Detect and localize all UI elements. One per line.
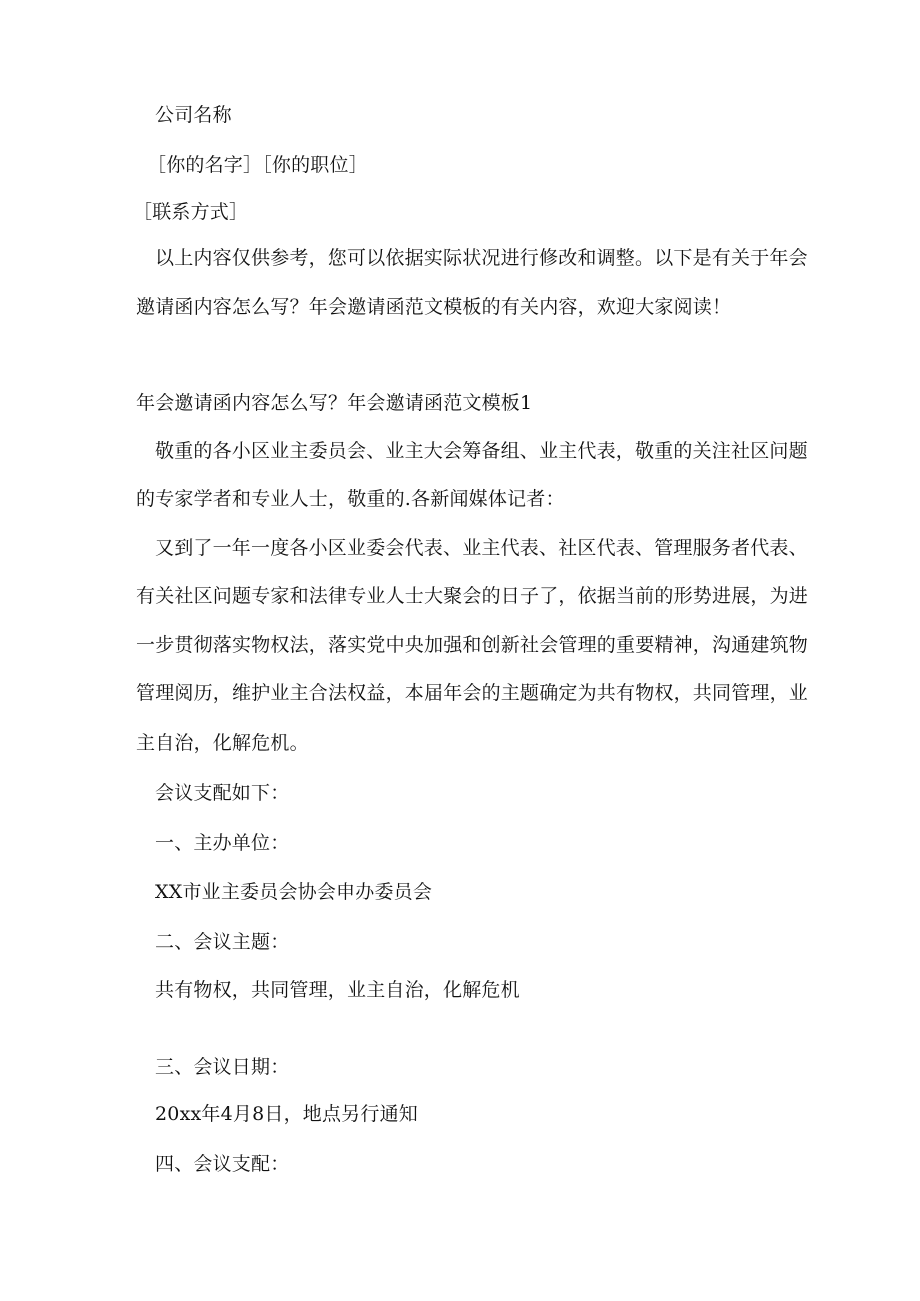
theme-value: 共有物权，共同管理，业主自治，化解危机 [155, 979, 520, 1001]
theme-label: 二、会议主题： [155, 931, 290, 953]
contact-placeholder: ［联系方式］ [133, 201, 249, 223]
body-line-4: 管理阅历，维护业主合法权益，本届年会的主题确定为共有物权，共同管理，业 [136, 682, 809, 704]
arrangement-heading: 会议支配如下： [155, 782, 290, 804]
body-line-2: 有关社区问题专家和法律专业人士大聚会的日子了，依据当前的形势进展，为进 [136, 585, 809, 607]
name-position-placeholder: ［你的名字］［你的职位］ [147, 154, 368, 176]
company-name: 公司名称 [155, 104, 232, 126]
body-line-5: 主自治，化解危机。 [136, 732, 309, 754]
body-line-3: 一步贯彻落实物权法，落实党中央加强和创新社会管理的重要精神，沟通建筑物 [136, 634, 809, 656]
salutation-line-2: 的专家学者和专业人士，敬重的.各新闻媒体记者： [136, 488, 565, 510]
date-value: 20xx年4月8日，地点另行通知 [155, 1103, 418, 1125]
date-label: 三、会议日期： [155, 1056, 290, 1078]
salutation-line-1: 敬重的各小区业主委员会、业主大会筹备组、业主代表，敬重的关注社区问题 [155, 440, 808, 462]
organizer-value: XX市业主委员会协会申办委员会 [155, 881, 433, 903]
section-title: 年会邀请函内容怎么写？年会邀请函范文模板1 [136, 392, 533, 414]
schedule-label: 四、会议支配： [155, 1153, 290, 1175]
organizer-label: 一、主办单位： [155, 832, 290, 854]
body-line-1: 又到了一年一度各小区业委会代表、业主代表、社区代表、管理服务者代表、 [155, 537, 808, 559]
intro-line-2: 邀请函内容怎么写？年会邀请函范文模板的有关内容，欢迎大家阅读！ [136, 296, 732, 318]
intro-line-1: 以上内容仅供参考，您可以依据实际状况进行修改和调整。以下是有关于年会 [155, 247, 808, 269]
